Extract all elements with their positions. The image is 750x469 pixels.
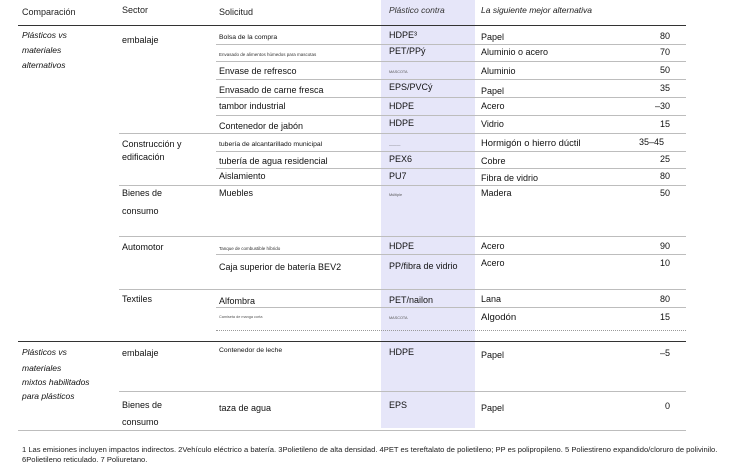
row-alternativa: Aluminio	[481, 66, 516, 76]
group2-label-line2: materiales	[22, 363, 62, 373]
row-plastico: PU7	[389, 171, 407, 181]
sector-bienes-line2: consumo	[122, 417, 159, 427]
row-solicitud: Caja superior de batería BEV2	[219, 262, 342, 272]
group2-label-line4: para plásticos	[22, 391, 75, 401]
row-plastico: PEX6	[389, 154, 413, 164]
row-divider	[216, 151, 686, 152]
group1-label-line1: Plásticos vs	[22, 30, 67, 40]
header-comparacion: Comparación	[22, 7, 76, 17]
row-valor: 35–45	[638, 137, 664, 147]
sector-construccion-line2: edificación	[122, 152, 165, 162]
section-divider	[119, 391, 686, 392]
group2-label-line1: Plásticos vs	[22, 347, 67, 357]
row-valor: 70	[659, 47, 670, 57]
row-solicitud: Aislamiento	[219, 171, 266, 181]
row-plastico: PET/PPý	[389, 46, 426, 56]
group-rule	[18, 341, 686, 342]
row-solicitud: tubería de agua residencial	[219, 156, 328, 166]
header-plastico: Plástico contra	[389, 5, 445, 15]
row-alternativa: Acero	[481, 101, 505, 111]
row-divider	[216, 97, 686, 98]
row-plastico: MASCOTA	[389, 316, 408, 320]
header-solicitud: Solicitud	[219, 7, 254, 17]
row-valor: 50	[659, 188, 670, 198]
row-valor: 25	[659, 154, 670, 164]
row-valor: 80	[659, 31, 670, 41]
section-divider	[119, 133, 686, 134]
row-divider	[216, 79, 686, 80]
row-alternativa: Acero	[481, 241, 505, 251]
row-plastico: HDPE	[389, 101, 415, 111]
row-valor: 50	[659, 65, 670, 75]
plastic-column-highlight	[381, 0, 475, 428]
row-divider	[216, 168, 686, 169]
header-sector: Sector	[122, 5, 149, 15]
row-plastico: PP/fibra de vidrio	[389, 261, 458, 271]
row-alternativa: Vidrio	[481, 119, 504, 129]
row-solicitud: Contenedor de jabón	[219, 121, 304, 131]
row-solicitud: taza de agua	[219, 403, 272, 413]
row-solicitud: tambor industrial	[219, 101, 286, 111]
row-valor: 80	[659, 171, 670, 181]
row-alternativa: Hormigón o hierro dúctil	[481, 137, 581, 148]
group1-label-line3: alternativos	[22, 60, 66, 70]
sector-automotor: Automotor	[122, 242, 164, 252]
row-alternativa: Papel	[481, 32, 505, 42]
row-alternativa: Fibra de vidrio	[481, 173, 539, 183]
row-divider	[216, 61, 686, 62]
row-solicitud: Envasado de carne fresca	[219, 85, 324, 95]
row-alternativa: Papel	[481, 350, 505, 360]
sector-bienes-line1: Bienes de	[122, 400, 163, 410]
row-divider	[216, 307, 686, 308]
sector-embalaje: embalaje	[122, 348, 159, 358]
row-alternativa: Papel	[481, 86, 505, 96]
row-alternativa: Acero	[481, 258, 505, 268]
row-solicitud: Muebles	[219, 188, 254, 198]
row-alternativa: Papel	[481, 403, 505, 413]
row-solicitud: Camiseta de manga corta	[219, 315, 263, 319]
row-solicitud: tubería de alcantarillado municipal	[219, 141, 323, 148]
row-valor: –30	[654, 101, 670, 111]
row-solicitud: Alfombra	[219, 296, 256, 306]
section-divider	[119, 236, 686, 237]
row-divider	[216, 115, 686, 116]
row-valor: 10	[659, 258, 670, 268]
row-solicitud: Contenedor de leche	[219, 347, 283, 354]
header-rule	[18, 25, 686, 26]
row-valor: –5	[659, 348, 670, 358]
row-alternativa: Algodón	[481, 312, 517, 323]
row-alternativa: Cobre	[481, 156, 506, 166]
footnote: 1 Las emisiones incluyen impactos indirectos. 2Vehículo eléctrico a batería. 3Polietileno de alta densidad. 4PET es tereftalato de polietileno; PP es polipropileno. 5 Poliestireno expandido/cloruro de polivinilo. 6Polietileno reticulado. 7 Poliuretano.	[22, 445, 718, 464]
row-plastico: HDPE	[389, 347, 415, 357]
row-solicitud: Envasado de alimentos húmedos para mascotas	[219, 52, 317, 57]
group2-label-line3: mixtos habilitados	[22, 377, 90, 387]
row-plastico: EPS/PVCý	[389, 82, 433, 92]
row-solicitud: Bolsa de la compra	[219, 34, 278, 41]
row-solicitud: Envase de refresco	[219, 66, 297, 76]
row-divider-dotted	[216, 330, 686, 331]
row-alternativa: Aluminio o acero	[481, 47, 549, 57]
sector-bienes-line1: Bienes de	[122, 188, 163, 198]
row-plastico: HDPE³	[389, 30, 418, 40]
sector-embalaje: embalaje	[122, 35, 159, 45]
row-valor: 15	[659, 119, 670, 129]
row-plastico: HDPE	[389, 118, 415, 128]
row-divider	[216, 254, 686, 255]
row-alternativa: Madera	[481, 188, 512, 198]
row-plastico: MASCOTA	[389, 70, 408, 74]
row-plastico: Múltiple	[389, 193, 403, 197]
header-alternativa: La siguiente mejor alternativa	[481, 5, 593, 15]
row-valor: 90	[659, 241, 670, 251]
row-valor: 0	[664, 401, 670, 411]
row-valor: 35	[659, 83, 670, 93]
group1-label-line2: materiales	[22, 45, 62, 55]
row-valor: 15	[659, 312, 670, 322]
row-plastico: HDPE	[389, 241, 415, 251]
row-plastico: EPS	[389, 400, 408, 410]
section-divider	[119, 289, 686, 290]
row-solicitud: Tanque de combustible híbrido	[219, 246, 281, 251]
sector-textiles: Textiles	[122, 294, 153, 304]
row-valor: 80	[659, 294, 670, 304]
table-bottom-rule	[18, 430, 686, 431]
row-plastico: ———	[389, 143, 401, 147]
row-divider	[216, 44, 686, 45]
sector-construccion-line1: Construcción y	[122, 139, 182, 149]
section-divider	[119, 185, 686, 186]
sector-bienes-line2: consumo	[122, 206, 159, 216]
row-alternativa: Lana	[481, 294, 502, 304]
row-plastico: PET/nailon	[389, 295, 434, 305]
